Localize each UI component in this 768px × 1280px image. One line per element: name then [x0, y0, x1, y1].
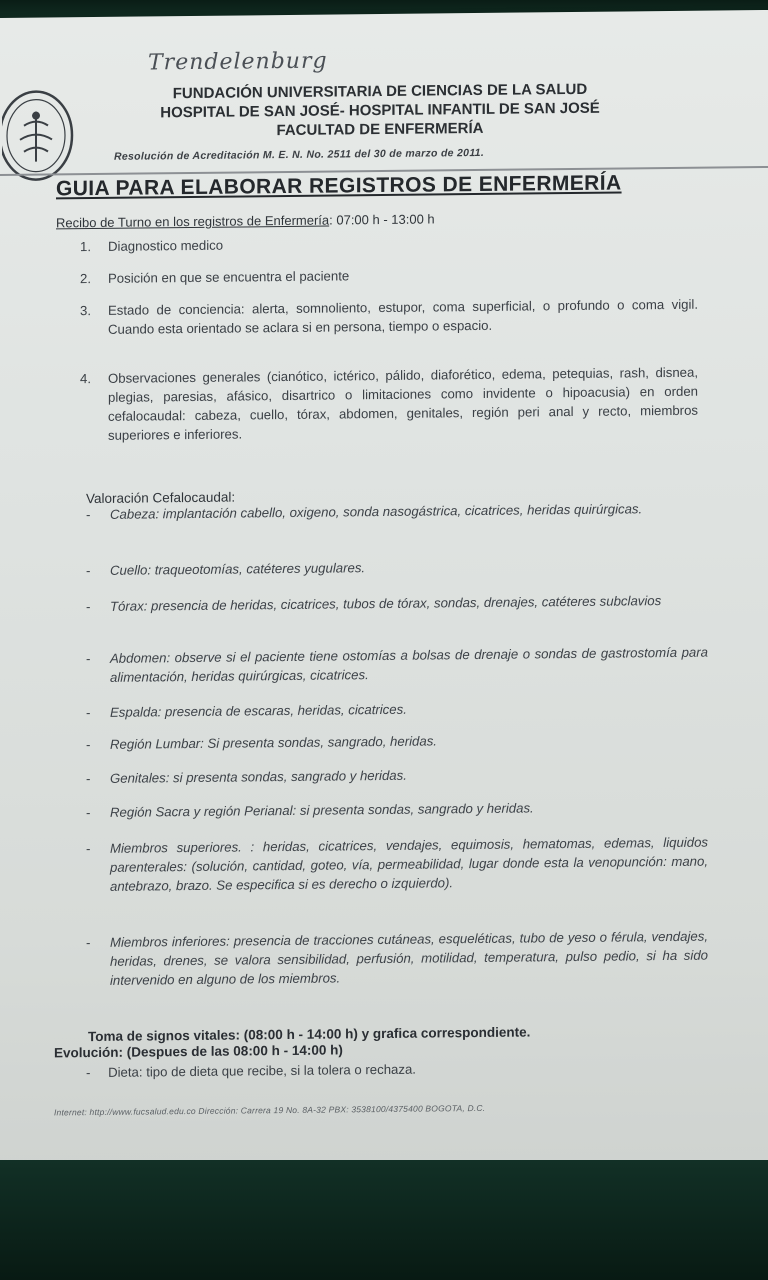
bullet-marker: - — [86, 563, 91, 579]
bullet-marker: - — [86, 507, 91, 523]
page-footer: Internet: http://www.fucsalud.edu.co Dirección: Carrera 19 No. 8A-32 PBX: 3538100/4375400 BOGOTA, D.C. — [54, 1102, 486, 1118]
institution-header — [100, 79, 660, 142]
hospital-name: HOSPITAL DE SAN JOSÉ- HOSPITAL INFANTIL DE SAN JOSÉ — [160, 99, 600, 122]
list-item — [86, 797, 708, 823]
item-text: Estado de conciencia: alerta, somnoliento, estupor, coma superficial, o profundo o coma vigil. Cuando esta orientado se aclara si en persona, tiempo o espacio. — [108, 296, 698, 337]
numbered-item — [80, 363, 698, 445]
bullet-marker: - — [86, 737, 91, 753]
list-item — [86, 555, 708, 581]
list-item-text: Genitales: si presenta sondas, sangrado y heridas. — [110, 767, 407, 786]
list-item — [86, 763, 708, 789]
list-item-text: Miembros superiores. : heridas, cicatrices, vendajes, equimosis, hematomas, edemas, liquidos parenterales: (solución, cantidad, goteo, vía, permeabilidad, lugar donde esta la venopunción: mano, antebrazo, brazo. Se especifica si es derecho o izquierdo). — [110, 834, 708, 894]
bullet-marker: - — [86, 805, 91, 821]
item-text: Diagnostico medico — [108, 237, 224, 254]
bullet-marker: - — [86, 1065, 91, 1081]
item-number: 4. — [80, 371, 91, 387]
item-number: 2. — [80, 271, 91, 287]
list-item-text: Espalda: presencia de escaras, heridas, cicatrices. — [110, 701, 407, 720]
document-page — [0, 10, 768, 1168]
bullet-marker: - — [86, 651, 91, 667]
shift-subtitle — [56, 211, 435, 230]
numbered-item — [80, 263, 698, 288]
list-item — [86, 591, 708, 617]
diet-item — [86, 1057, 686, 1082]
evolution-line: Evolución: (Despues de las 08:00 h - 14:00 h) — [54, 1042, 343, 1061]
numbered-item — [80, 295, 698, 339]
institution-name: FUNDACIÓN UNIVERSITARIA DE CIENCIAS DE LA SALUD — [172, 80, 588, 103]
bullet-marker: - — [86, 771, 91, 787]
faculty-name: FACULTAD DE ENFERMERÍA — [276, 119, 484, 140]
bullet-marker: - — [86, 705, 91, 721]
item-number: 1. — [80, 239, 91, 255]
list-item-text: Región Lumbar: Si presenta sondas, sangrado, heridas. — [110, 733, 437, 752]
list-item-text: Cuello: traqueotomías, catéteres yugulares. — [110, 560, 366, 578]
item-text: Observaciones generales (cianótico, ictérico, pálido, diaforético, edema, petequias, rash, disnea, plegias, paresias, afásico, disartrico o limitaciones como invidente o hipoacusia) en orden cefalocaudal: cabeza, cuello, tórax, abdomen, genitales, región peri anal y recto, miembros superiores e inferiores. — [108, 364, 698, 443]
institution-seal-icon — [2, 87, 78, 184]
list-item — [86, 729, 708, 755]
subtitle-time: : 07:00 h - 13:00 h — [329, 211, 435, 228]
item-text: Posición en que se encuentra el paciente — [108, 268, 350, 286]
list-item — [86, 643, 708, 688]
list-item — [86, 927, 708, 991]
list-item — [86, 833, 708, 897]
list-item-text: Abdomen: observe si el paciente tiene ostomías a bolsas de drenaje o sondas de gastrostomía para alimentación, heridas quirúrgicas, cicatrices. — [110, 644, 708, 685]
handwritten-note: Trendelenburg — [148, 48, 328, 76]
diet-text: Dieta: tipo de dieta que recibe, si la tolera o rechaza. — [108, 1061, 416, 1080]
list-item-text: Región Sacra y región Perianal: si presenta sondas, sangrado y heridas. — [110, 800, 534, 820]
bullet-marker: - — [86, 599, 91, 615]
document-title: GUIA PARA ELABORAR REGISTROS DE ENFERMERÍA — [56, 171, 622, 201]
subtitle-label: Recibo de Turno en los registros de Enfermería — [56, 212, 330, 231]
item-number: 3. — [80, 303, 91, 319]
list-item-text: Cabeza: implantación cabello, oxigeno, sonda nasogástrica, cicatrices, heridas quirúrgicas. — [110, 501, 643, 522]
background-bottom — [0, 1160, 768, 1280]
bullet-marker: - — [86, 841, 91, 857]
list-item — [86, 697, 708, 723]
numbered-item — [80, 231, 698, 256]
valoracion-heading: Valoración Cefalocaudal: — [86, 489, 236, 507]
list-item-text: Miembros inferiores: presencia de tracciones cutáneas, esqueléticas, tubo de yeso o férula, vendajes, heridas, drenes, se valora sensibilidad, perfusión, motilidad, temperatura, pulso pedio, si ha sido intervenido en alguno de los miembros. — [110, 928, 708, 988]
bullet-marker: - — [86, 935, 91, 951]
accreditation-resolution: Resolución de Acreditación M. E. N. No. 2511 del 30 de marzo de 2011. — [114, 146, 485, 163]
vital-signs-line: Toma de signos vitales: (08:00 h - 14:00 h) y grafica correspondiente. — [88, 1024, 531, 1045]
list-item-text: Tórax: presencia de heridas, cicatrices, tubos de tórax, sondas, drenajes, catéteres subclavios — [110, 593, 662, 614]
